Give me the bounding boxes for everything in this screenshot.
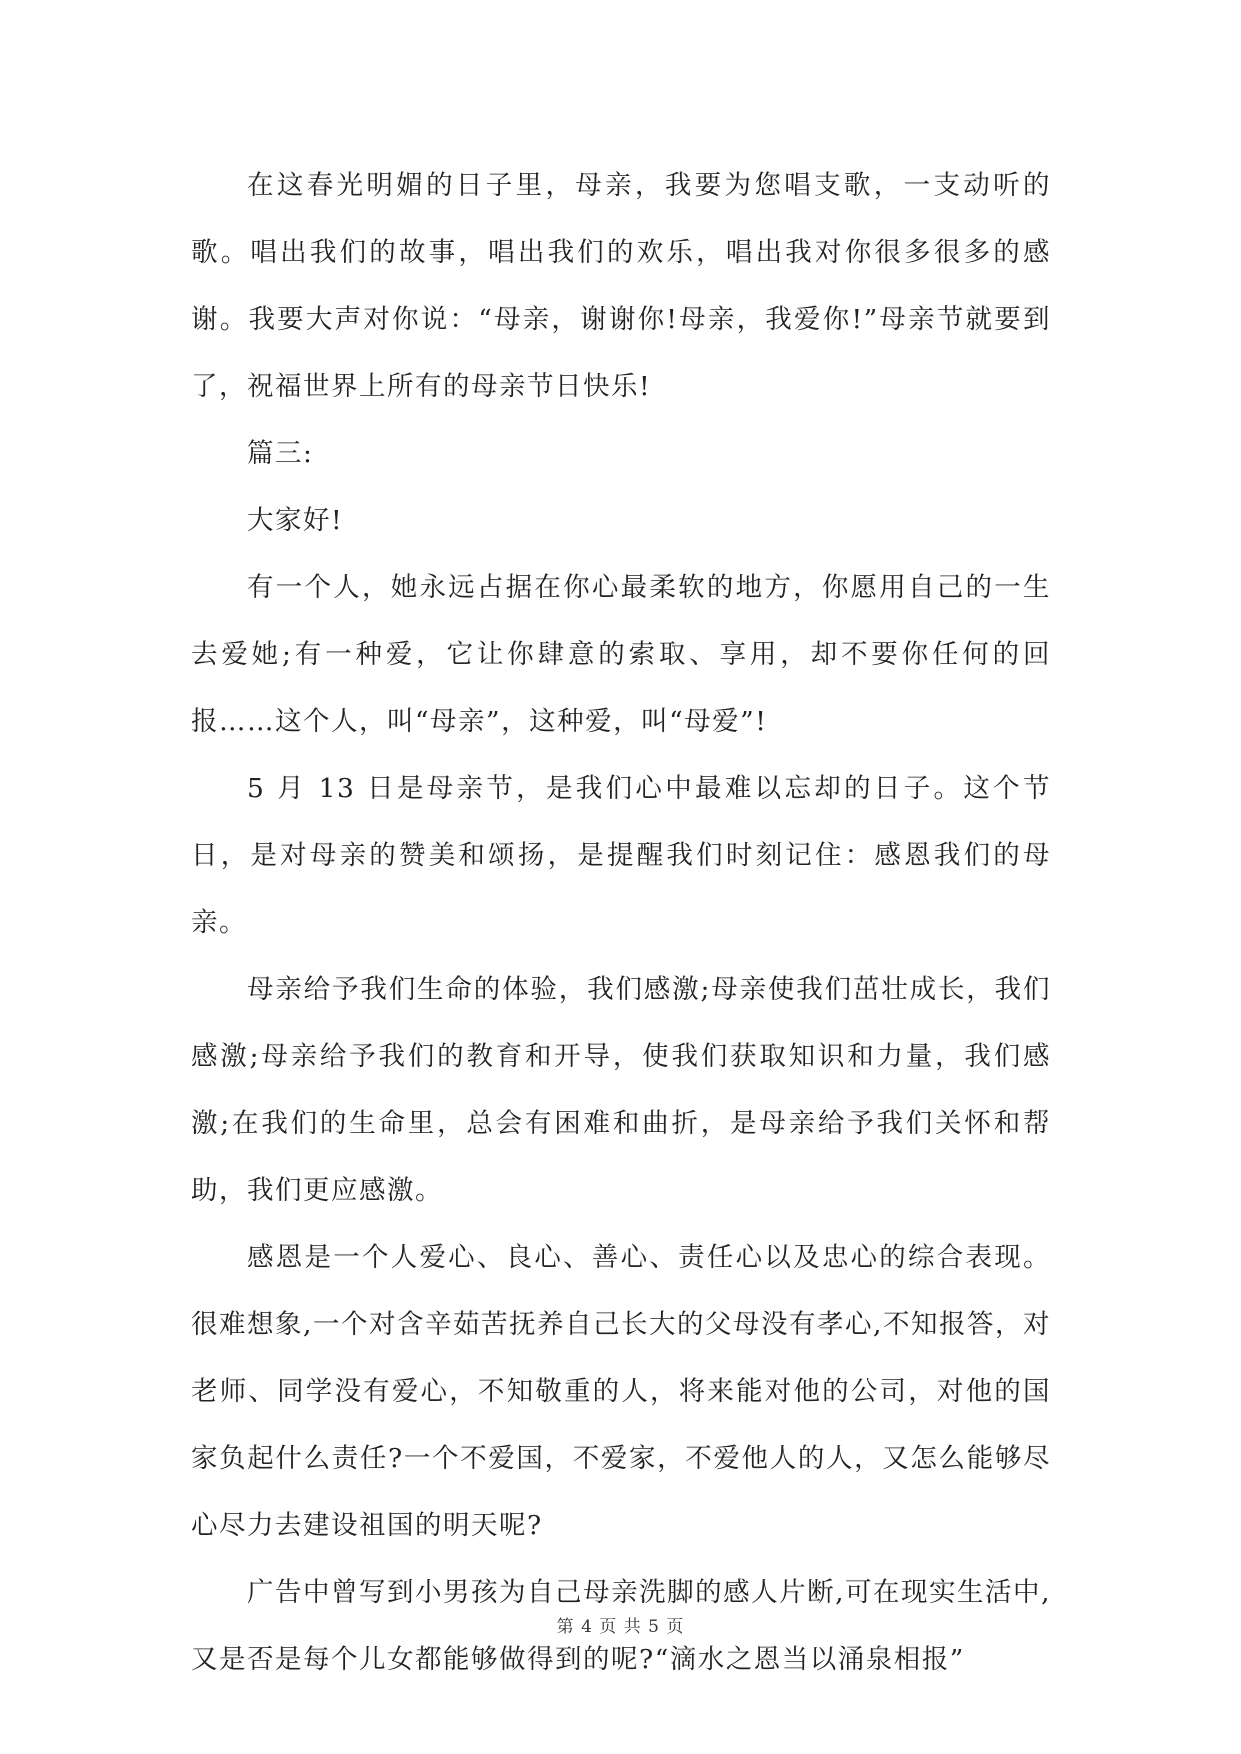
paragraph-1: 在这春光明媚的日子里，母亲，我要为您唱支歌，一支动听的歌。唱出我们的故事，唱出我们的欢乐，唱出我对你很多很多的感谢。我要大声对你说：“母亲，谢谢你!母亲，我爱你!”母亲节就要到了，祝福世界上所有的母亲节日快乐! [191,170,1051,402]
paragraph-5: 5 月 13 日是母亲节，是我们心中最难以忘却的日子。这个节日，是对母亲的赞美和颂扬，是提醒我们时刻记住：感恩我们的母亲。 [191,773,1051,938]
paragraph-8: 广告中曾写到小男孩为自己母亲洗脚的感人片断,可在现实生活中,又是否是每个儿女都能够做得到的呢?“滴水之恩当以涌泉相报” [191,1577,1051,1675]
paragraph-3-greeting: 大家好! [247,505,344,536]
paragraph-4: 有一个人，她永远占据在你心最柔软的地方，你愿用自己的一生去爱她;有一种爱，它让你肆意的索取、享用，却不要你任何的回报……这个人，叫“母亲”，这种爱，叫“母爱”! [191,572,1051,737]
document-body [191,152,1051,1693]
paragraph-6: 母亲给予我们生命的体验，我们感激;母亲使我们茁壮成长，我们感激;母亲给予我们的教育和开导，使我们获取知识和力量，我们感激;在我们的生命里，总会有困难和曲折，是母亲给予我们关怀和帮助，我们更应感激。 [191,974,1051,1206]
paragraph-7: 感恩是一个人爱心、良心、善心、责任心以及忠心的综合表现。很难想象,一个对含辛茹苦抚养自己长大的父母没有孝心,不知报答，对老师、同学没有爱心，不知敬重的人，将来能对他的公司，对他的国家负起什么责任?一个不爱国，不爱家，不爱他人的人，又怎么能够尽心尽力去建设祖国的明天呢? [191,1242,1051,1541]
page-footer: 第 4 页 共 5 页 [556,1617,685,1637]
paragraph-2-heading: 篇三: [247,438,314,469]
